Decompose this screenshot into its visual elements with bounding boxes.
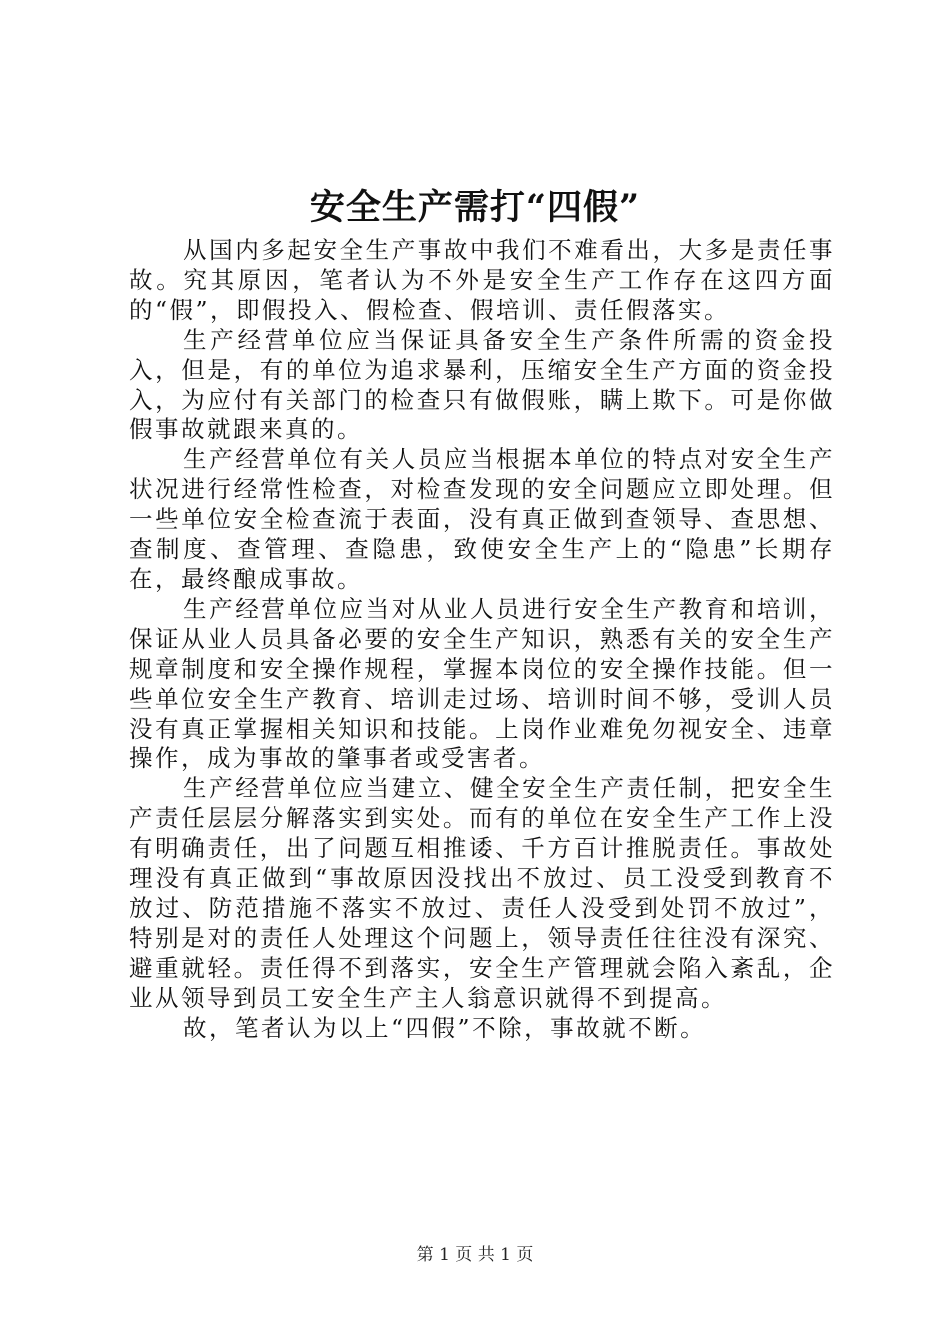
- paragraph: 故，笔者认为以上“四假”不除，事故就不断。: [183, 1013, 707, 1042]
- paragraph: 从国内多起安全生产事故中我们不难看出，大多是责任事故。究其原因，笔者认为不外是安全生产工作存在这四方面的“假”，即假投入、假检查、假培训、责任假落实。: [129, 236, 835, 324]
- page-footer: 第 1 页 共 1 页: [416, 1245, 534, 1265]
- document-body: [129, 236, 835, 1043]
- paragraph: 生产经营单位应当建立、健全安全生产责任制，把安全生产责任层层分解落实到实处。而有的单位在安全生产工作上没有明确责任，出了问题互相推诿、千方百计推脱责任。事故处理没有真正做到“事故原因没找出不放过、员工没受到教育不放过、防范措施不落实不放过、责任人没受到处罚不放过”，特别是对的责任人处理这个问题上，领导责任往往没有深究、避重就轻。责任得不到落实，安全生产管理就会陷入紊乱，企业从领导到员工安全生产主人翁意识就得不到提高。: [129, 774, 835, 1012]
- paragraph: 生产经营单位应当对从业人员进行安全生产教育和培训，保证从业人员具备必要的安全生产知识，熟悉有关的安全生产规章制度和安全操作规程，掌握本岗位的安全操作技能。但一些单位安全生产教育、培训走过场、培训时间不够，受训人员没有真正掌握相关知识和技能。上岗作业难免勿视安全、违章操作，成为事故的肇事者或受害者。: [129, 594, 835, 773]
- paragraph: 生产经营单位应当保证具备安全生产条件所需的资金投入，但是，有的单位为追求暴利，压缩安全生产方面的资金投入，为应付有关部门的检查只有做假账，瞒上欺下。可是你做假事故就跟来真的。: [129, 325, 835, 444]
- document-title: 安全生产需打“四假”: [309, 187, 641, 228]
- paragraph: 生产经营单位有关人员应当根据本单位的特点对安全生产状况进行经常性检查，对检查发现的安全问题应立即处理。但一些单位安全检查流于表面，没有真正做到查领导、查思想、查制度、查管理、查隐患，致使安全生产上的“隐患”长期存在，最终酿成事故。: [129, 445, 835, 593]
